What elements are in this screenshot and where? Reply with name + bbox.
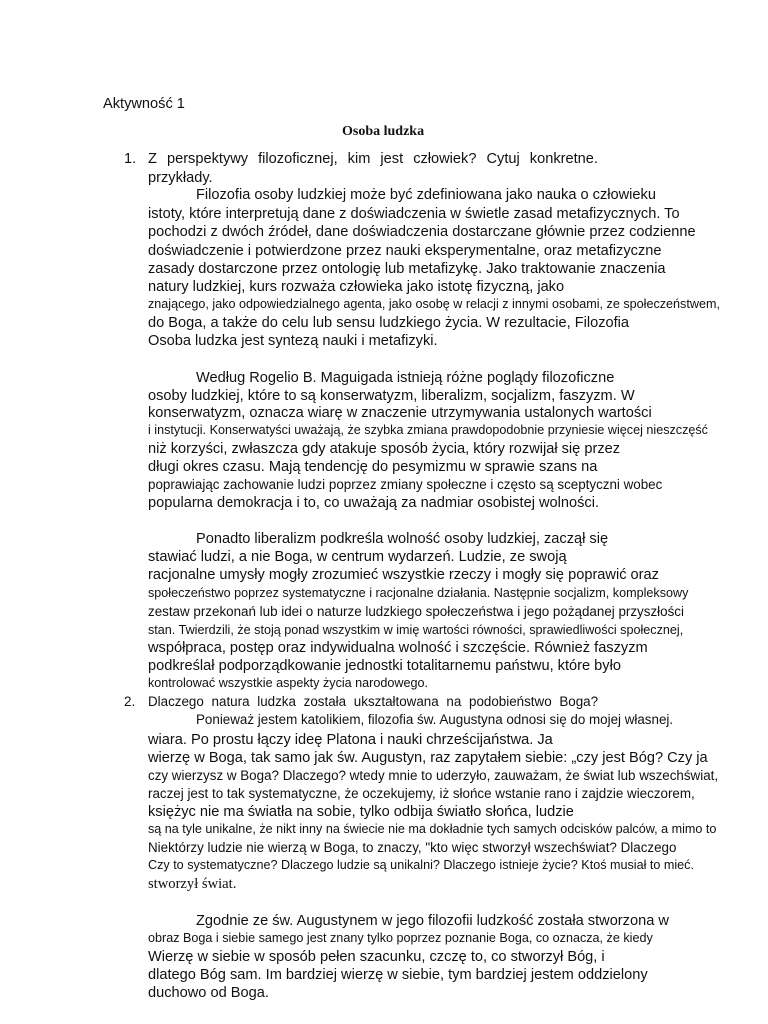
paragraph-line: duchowo od Boga. xyxy=(148,985,269,1001)
paragraph-line: czy wierzysz w Boga? Dlaczego? wtedy mnie to uderzyło, zauważam, że świat lub wszechświat, xyxy=(148,768,719,783)
question-1-text: Z perspektywy filozoficznej, kim jest człowiek? Cytuj konkretne. xyxy=(148,151,598,167)
paragraph-line: natury ludzkiej, kurs rozważa człowieka jako istotę fizyczną, jako xyxy=(148,279,565,295)
paragraph-line: niż korzyści, zwłaszcza gdy atakuje sposób życia, który rozwijał się przez xyxy=(148,441,621,457)
paragraph-line: Według Rogelio B. Maguigada istnieją różne poglądy filozoficzne xyxy=(196,370,615,386)
paragraph-line: do Boga, a także do celu lub sensu ludzkiego życia. W rezultacie, Filozofia xyxy=(148,315,630,331)
paragraph-line: księżyc nie ma światła na sobie, tylko odbija światło słońca, ludzie xyxy=(148,804,574,820)
paragraph-line: zestaw przekonań lub idei o naturze ludzkiego społeczeństwa i jego pożądanej przyszłości xyxy=(148,604,684,619)
paragraph-line: Czy to systematyczne? Dlaczego ludzie są unikalni? Dlaczego istnieje życie? Ktoś musiał to mieć. xyxy=(148,858,694,872)
paragraph-line: współpraca, postęp oraz indywidualna wolność i szczęście. Również faszyzm xyxy=(148,640,648,656)
paragraph-line: doświadczenie i potwierdzone przez nauki eksperymentalne, oraz metafizyczne xyxy=(148,243,662,259)
paragraph-line: znającego, jako odpowiedzialnego agenta, jako osobę w relacji z innymi osobami, ze społeczeństwem, xyxy=(148,297,720,311)
paragraph-line: wiara. Po prostu łączy ideę Platona i nauki chrześcijaństwa. Ja xyxy=(148,732,553,748)
paragraph-line: stawiać ludzi, a nie Boga, w centrum wydarzeń. Ludzie, ze swoją xyxy=(148,549,567,565)
paragraph-line: wierzę w Boga, tak samo jak św. Augustyn, raz zapytałem siebie: „czy jest Bóg? Czy ja xyxy=(148,750,708,766)
paragraph-line: podkreślał podporządkowanie jednostki totalitarnemu państwu, które było xyxy=(148,658,621,674)
paragraph-line: społeczeństwo poprzez systematyczne i racjonalne działania. Następnie socjalizm, kompleksowy xyxy=(148,586,689,600)
paragraph-line: i instytucji. Konserwatyści uważają, że szybka zmiana prawdopodobnie przyniesie więcej nieszczęść xyxy=(148,423,708,437)
question-2-text: Dlaczego natura ludzka została ukształtowana na podobieństwo Boga? xyxy=(148,694,599,709)
paragraph-line: stan. Twierdzili, że stoją ponad wszystkim w imię wartości równości, sprawiedliwości społecznej, xyxy=(148,623,684,637)
paragraph-line: raczej jest to tak systematyczne, że oczekujemy, iż słońce wstanie rano i zajdzie wieczorem, xyxy=(148,786,695,801)
document-title: Osoba ludzka xyxy=(342,124,425,139)
paragraph-line: są na tyle unikalne, że nikt inny na świecie nie ma dokładnie tych samych odcisków palców, a mimo to xyxy=(148,822,717,836)
paragraph-line: Niektórzy ludzie nie wierzą w Boga, to znaczy, "kto więc stworzył wszechświat? Dlaczego xyxy=(148,840,677,855)
paragraph-line: obraz Boga i siebie samego jest znany tylko poprzez poznanie Boga, co oznacza, że kiedy xyxy=(148,931,653,945)
paragraph-line: Wierzę w siebie w sposób pełen szacunku, czczę to, co stworzył Bóg, i xyxy=(148,949,605,965)
paragraph-line: poprawiając zachowanie ludzi poprzez zmiany społeczne i często są sceptyczni wobec xyxy=(148,477,663,492)
question-1-number: 1. xyxy=(124,151,137,167)
paragraph-line: racjonalne umysły mogły zrozumieć wszystkie rzeczy i mogły się poprawić oraz xyxy=(148,567,659,583)
paragraph-line: dlatego Bóg sam. Im bardziej wierzę w siebie, tym bardziej jestem oddzielony xyxy=(148,967,648,983)
question-1-text-cont: przykłady. xyxy=(148,170,213,186)
paragraph-line: Filozofia osoby ludzkiej może być zdefiniowana jako nauka o człowieku xyxy=(196,187,656,203)
paragraph-line: stworzył świat. xyxy=(148,876,237,892)
paragraph-line: Ponadto liberalizm podkreśla wolność osoby ludzkiej, zaczął się xyxy=(196,531,609,547)
paragraph-line: Osoba ludzka jest syntezą nauki i metafizyki. xyxy=(148,333,438,349)
paragraph-line: zasady dostarczone przez ontologię lub metafizykę. Jako traktowanie znaczenia xyxy=(148,261,666,277)
question-2-number: 2. xyxy=(124,694,136,709)
paragraph-line: długi okres czasu. Mają tendencję do pesymizmu w sprawie szans na xyxy=(148,459,598,475)
paragraph-line: Zgodnie ze św. Augustynem w jego filozofii ludzkość została stworzona w xyxy=(196,913,669,929)
paragraph-line: istoty, które interpretują dane z doświadczenia w świetle zasad metafizycznych. To xyxy=(148,206,680,222)
paragraph-line: pochodzi z dwóch źródeł, dane doświadczenia dostarczane głównie przez codzienne xyxy=(148,224,696,240)
paragraph-line: osoby ludzkiej, które to są konserwatyzm, liberalizm, socjalizm, faszyzm. W xyxy=(148,388,635,404)
paragraph-line: Ponieważ jestem katolikiem, filozofia św. Augustyna odnosi się do mojej własnej. xyxy=(196,712,674,727)
paragraph-line: kontrolować wszystkie aspekty życia narodowego. xyxy=(148,676,428,690)
activity-heading: Aktywność 1 xyxy=(103,96,185,112)
paragraph-line: konserwatyzm, oznacza wiarę w znaczenie utrzymywania ustalonych wartości xyxy=(148,405,652,421)
paragraph-line: popularna demokracja i to, co uważają za nadmiar osobistej wolności. xyxy=(148,495,600,511)
